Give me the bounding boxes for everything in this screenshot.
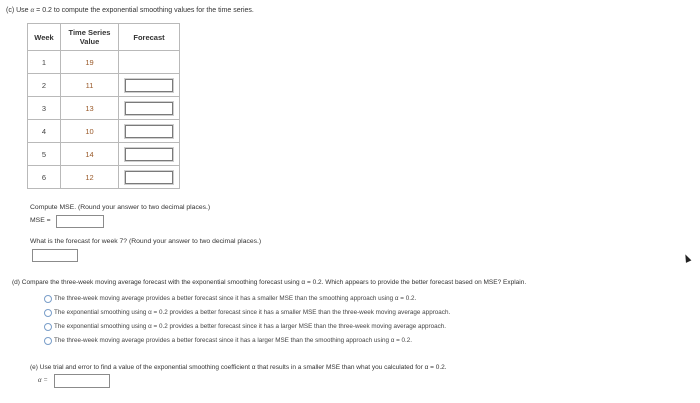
part-d-question-text: Compare the three-week moving average forecast with the exponential smoothing forecast using α = 0.2. Which appears to provide the better forecast based on MSE? Explain. <box>21 279 527 286</box>
mse-input[interactable] <box>56 215 104 228</box>
forecast-input-week-3[interactable] <box>125 102 173 115</box>
part-c-instruction <box>6 6 254 14</box>
option-2-radio[interactable] <box>44 309 52 317</box>
part-d-prefix: (d) <box>12 279 20 286</box>
mouse-cursor-icon <box>683 253 692 263</box>
part-e-question-text: Use trial and error to find a value of the exponential smoothing coefficient α that results in a smaller MSE than what you calculated for α = 0.2. <box>39 364 447 371</box>
week7-input[interactable] <box>32 249 78 262</box>
part-e-prefix: (e) <box>30 364 38 371</box>
week-cell: 4 <box>28 120 61 143</box>
forecast-cell <box>119 120 180 143</box>
alpha-input[interactable] <box>54 374 110 388</box>
table-row <box>28 120 180 143</box>
mse-label: MSE = <box>30 217 51 224</box>
week-cell: 6 <box>28 166 61 189</box>
forecast-cell <box>119 51 180 74</box>
value-cell: 13 <box>61 97 119 120</box>
value-cell: 11 <box>61 74 119 97</box>
table-header-row <box>28 24 180 51</box>
forecast-cell <box>119 143 180 166</box>
part-e-question <box>30 364 447 371</box>
header-forecast: Forecast <box>119 24 180 51</box>
part-c-use: Use <box>16 7 29 14</box>
option-1-radio[interactable] <box>44 295 52 303</box>
week-cell: 2 <box>28 74 61 97</box>
value-cell: 10 <box>61 120 119 143</box>
forecast-input-week-2[interactable] <box>125 79 173 92</box>
value-cell: 19 <box>61 51 119 74</box>
forecast-input-week-4[interactable] <box>125 125 173 138</box>
alpha-label: α = <box>38 377 48 384</box>
mse-prompt: Compute MSE. (Round your answer to two decimal places.) <box>30 204 211 211</box>
week-cell: 3 <box>28 97 61 120</box>
table-row <box>28 74 180 97</box>
header-week: Week <box>28 24 61 51</box>
part-c-instruction-text: = 0.2 to compute the exponential smoothing values for the time series. <box>36 7 254 14</box>
time-series-table <box>27 23 180 189</box>
forecast-cell <box>119 74 180 97</box>
table-row <box>28 143 180 166</box>
forecast-input-week-6[interactable] <box>125 171 173 184</box>
header-time-series-value: Time Series Value <box>61 24 119 51</box>
part-d-question <box>12 279 526 286</box>
week-cell: 1 <box>28 51 61 74</box>
forecast-cell <box>119 97 180 120</box>
table-row <box>28 97 180 120</box>
value-cell: 12 <box>61 166 119 189</box>
option-4-label[interactable]: The three-week moving average provides a better forecast since it has a larger MSE than the smoothing approach using α = 0.2. <box>54 337 413 344</box>
forecast-input-week-5[interactable] <box>125 148 173 161</box>
table-row <box>28 51 180 74</box>
table-row <box>28 166 180 189</box>
forecast-cell <box>119 166 180 189</box>
option-4-radio[interactable] <box>44 337 52 345</box>
week7-prompt: What is the forecast for week 7? (Round your answer to two decimal places.) <box>30 238 262 245</box>
alpha-symbol: α <box>30 6 35 14</box>
option-3-label[interactable]: The exponential smoothing using α = 0.2 provides a better forecast since it has a larger MSE than the three-week moving average approach. <box>54 323 446 330</box>
option-1-label[interactable]: The three-week moving average provides a better forecast since it has a smaller MSE than the smoothing approach using α = 0.2. <box>54 295 417 302</box>
option-3-radio[interactable] <box>44 323 52 331</box>
part-c-prefix: (c) <box>6 7 15 14</box>
option-2-label[interactable]: The exponential smoothing using α = 0.2 provides a better forecast since it has a smaller MSE than the three-week moving average approach. <box>54 309 451 316</box>
week-cell: 5 <box>28 143 61 166</box>
value-cell: 14 <box>61 143 119 166</box>
